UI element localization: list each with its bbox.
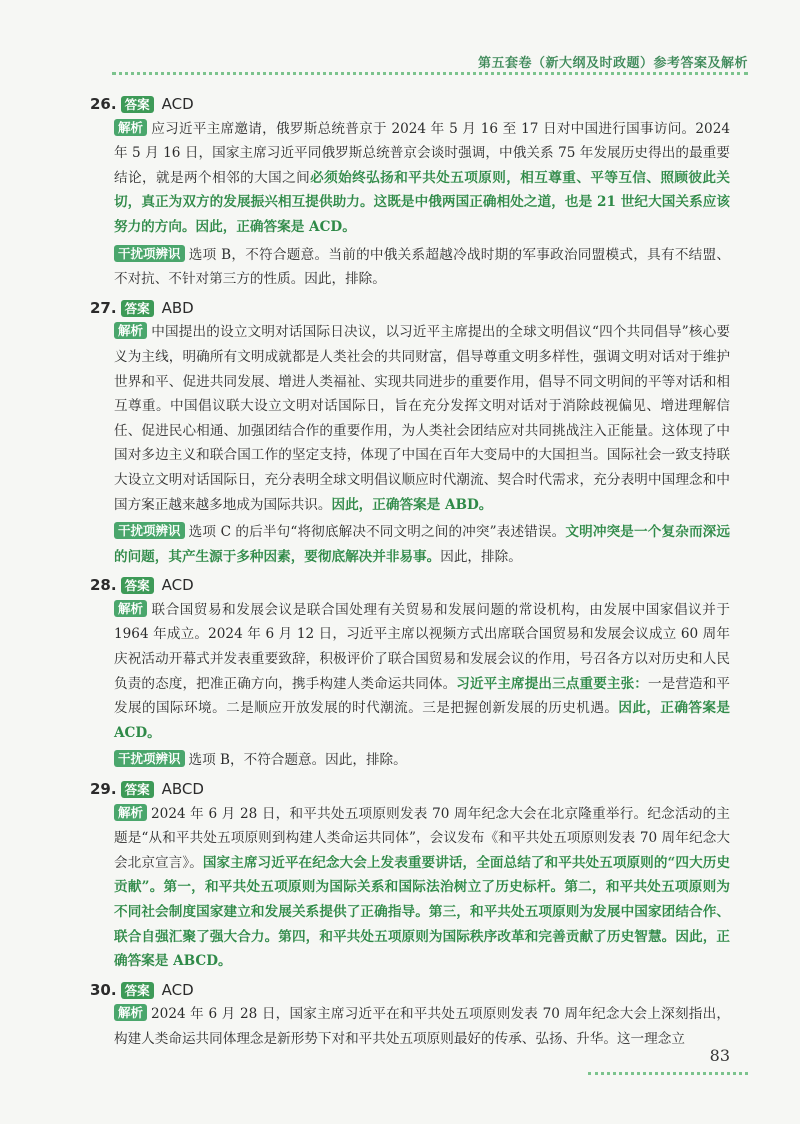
- answer-tag: 答案: [121, 300, 154, 317]
- question-header: [90, 573, 730, 598]
- page-number: 83: [709, 1046, 730, 1065]
- highlighted-text: 因此，正确答案是 ACD。: [114, 700, 731, 741]
- distractor-tag: 干扰项辨识: [114, 245, 185, 262]
- answer-value: ACD: [161, 576, 194, 595]
- analysis-paragraph: [90, 802, 730, 974]
- question-block: [90, 92, 730, 292]
- question-header: [90, 978, 730, 1003]
- answer-tag: 答案: [121, 982, 154, 999]
- question-block: [90, 296, 730, 570]
- analysis-text: 一是营造和平发展的国际环境。二是顺应开放发展的时代潮流。三是把握创新发展的历史机遇。: [114, 675, 731, 717]
- analysis-text: 应习近平主席邀请，俄罗斯总统普京于 2024 年 5 月 16 至 17 日对中国进行国事访问。2024 年 5 月 16 日，国家主席习近平同俄罗斯总统普京会谈时强调，中俄关系 75 年发展历史得出的最重要结论，就是两个相邻的大国之间: [114, 120, 730, 186]
- answer-value: ABCD: [161, 780, 204, 799]
- analysis-paragraph: [90, 320, 730, 517]
- highlighted-text: 文明冲突是一个复杂而深远的问题，其产生源于多种因素，要彻底解决并非易事。: [114, 524, 730, 565]
- analysis-paragraph: [90, 1002, 730, 1051]
- highlighted-text: 国家主席习近平在纪念大会上发表重要讲话，全面总结了和平共处五项原则的“四大历史贡献”。第一，和平共处五项原则为国际关系和国际法治树立了历史标杆。第二，和平共处五项原则为不同社会制度国家建立和发展关系提供了正确指导。第三，和平共处五项原则为发展中国家团结合作、联合自强汇聚了强大合力。第四，和平共处五项原则为国际秩序改革和完善贡献了历史智慧。因此，正确答案是 ABCD。: [114, 854, 730, 970]
- distractor-text: 选项 B，不符合题意。当前的中俄关系超越冷战时期的军事政治同盟模式，具有不结盟、不对抗、不针对第三方的性质。因此，排除。: [114, 246, 730, 288]
- analysis-text: 2024 年 6 月 28 日，和平共处五项原则发表 70 周年纪念大会在北京隆重举行。纪念活动的主题是“从和平共处五项原则到构建人类命运共同体”，会议发布《和平共处五项原则发表 70 周年纪念大会北京宣言》。: [114, 805, 730, 871]
- analysis-paragraph: [90, 117, 730, 240]
- question-number: 26.: [90, 95, 117, 113]
- question-number: 29.: [90, 780, 117, 799]
- analysis-tag: 解析: [114, 119, 147, 136]
- answer-value: ACD: [161, 980, 194, 999]
- distractor-tag: 干扰项辨识: [114, 522, 185, 539]
- distractor-text: 选项 C 的后半句“将彻底解决不同文明之间的冲突”表述错误。: [188, 524, 566, 541]
- analysis-text: 联合国贸易和发展会议是联合国处理有关贸易和发展问题的常设机构，由发展中国家倡议并于 1964 年成立。2024 年 6 月 12 日，习近平主席以视频方式出席联合国贸易和发展会议成立 60 周年庆祝活动开幕式并发表重要致辞，积极评价了联合国贸易和发展会议的作用，号召各方以对历史和人民负责的态度，把准正确方向，携手构建人类命运共同体。: [114, 601, 730, 692]
- analysis-text: 中国提出的设立文明对话国际日决议，以习近平主席提出的全球文明倡议“四个共同倡导”核心要义为主线，明确所有文明成就都是人类社会的共同财富，倡导尊重文明多样性，强调文明对话对于维护世界和平、促进共同发展、增进人类福祉、实现共同进步的重要作用，倡导不同文明间的平等对话和相互尊重。中国倡议联大设立文明对话国际日，旨在充分发挥文明对话对于消除歧视偏见、增进理解信任、促进民心相通、加强团结合作的重要作用，为人类社会团结应对共同挑战注入正能量。这体现了中国对多边主义和联合国工作的坚定支持，体现了中国在百年大变局中的大国担当。国际社会一致支持联大设立文明对话国际日，充分表明全球文明倡议顺应时代潮流、契合时代需求，充分表明中国理念和中国方案正越来越多地成为国际共识。: [114, 324, 730, 513]
- question-block: [90, 573, 730, 773]
- analysis-tag: 解析: [114, 600, 147, 617]
- answer-value: ACD: [161, 95, 194, 113]
- question-number: 27.: [90, 298, 117, 317]
- question-header: [90, 92, 730, 117]
- running-header: 第五套卷（新大纲及时政题）参考答案及解析: [477, 56, 748, 71]
- answer-tag: 答案: [121, 577, 154, 594]
- distractor-paragraph: [90, 243, 730, 292]
- answer-tag: 答案: [121, 781, 154, 798]
- analysis-paragraph: [90, 598, 730, 746]
- analysis-tag: 解析: [114, 804, 147, 821]
- analysis-tag: 解析: [114, 322, 147, 339]
- question-number: 28.: [90, 576, 117, 595]
- highlighted-text: 必须始终弘扬和平共处五项原则，相互尊重、平等互信、照顾彼此关切，真正为双方的发展振兴相互提供助力。这既是中俄两国正确相处之道，也是 21 世纪大国关系应该努力的方向。因此，正确答案是 ACD。: [114, 169, 731, 235]
- answer-tag: 答案: [121, 96, 154, 113]
- distractor-paragraph: [90, 748, 730, 773]
- footer-divider: [588, 1072, 748, 1075]
- question-block: [90, 978, 730, 1052]
- question-number: 30.: [90, 980, 117, 999]
- analysis-tag: 解析: [114, 1004, 147, 1021]
- header-divider: [112, 72, 748, 75]
- distractor-text: 因此，排除。: [440, 548, 522, 565]
- analysis-text: 2024 年 6 月 28 日，国家主席习近平在和平共处五项原则发表 70 周年纪念大会上深刻指出，构建人类命运共同体理念是新形势下对和平共处五项原则最好的传承、弘扬、升华。这一理念立: [114, 1006, 730, 1047]
- distractor-tag: 干扰项辨识: [114, 750, 185, 767]
- highlighted-text: 因此，正确答案是 ABD。: [331, 496, 493, 513]
- answer-content: [90, 92, 730, 1056]
- question-header: [90, 296, 730, 321]
- answer-value: ABD: [161, 298, 194, 317]
- question-header: [90, 777, 730, 802]
- highlighted-text: 习近平主席提出三点重要主张：: [456, 675, 648, 692]
- question-block: [90, 777, 730, 974]
- distractor-text: 选项 B，不符合题意。因此，排除。: [188, 752, 407, 769]
- distractor-paragraph: [90, 520, 730, 569]
